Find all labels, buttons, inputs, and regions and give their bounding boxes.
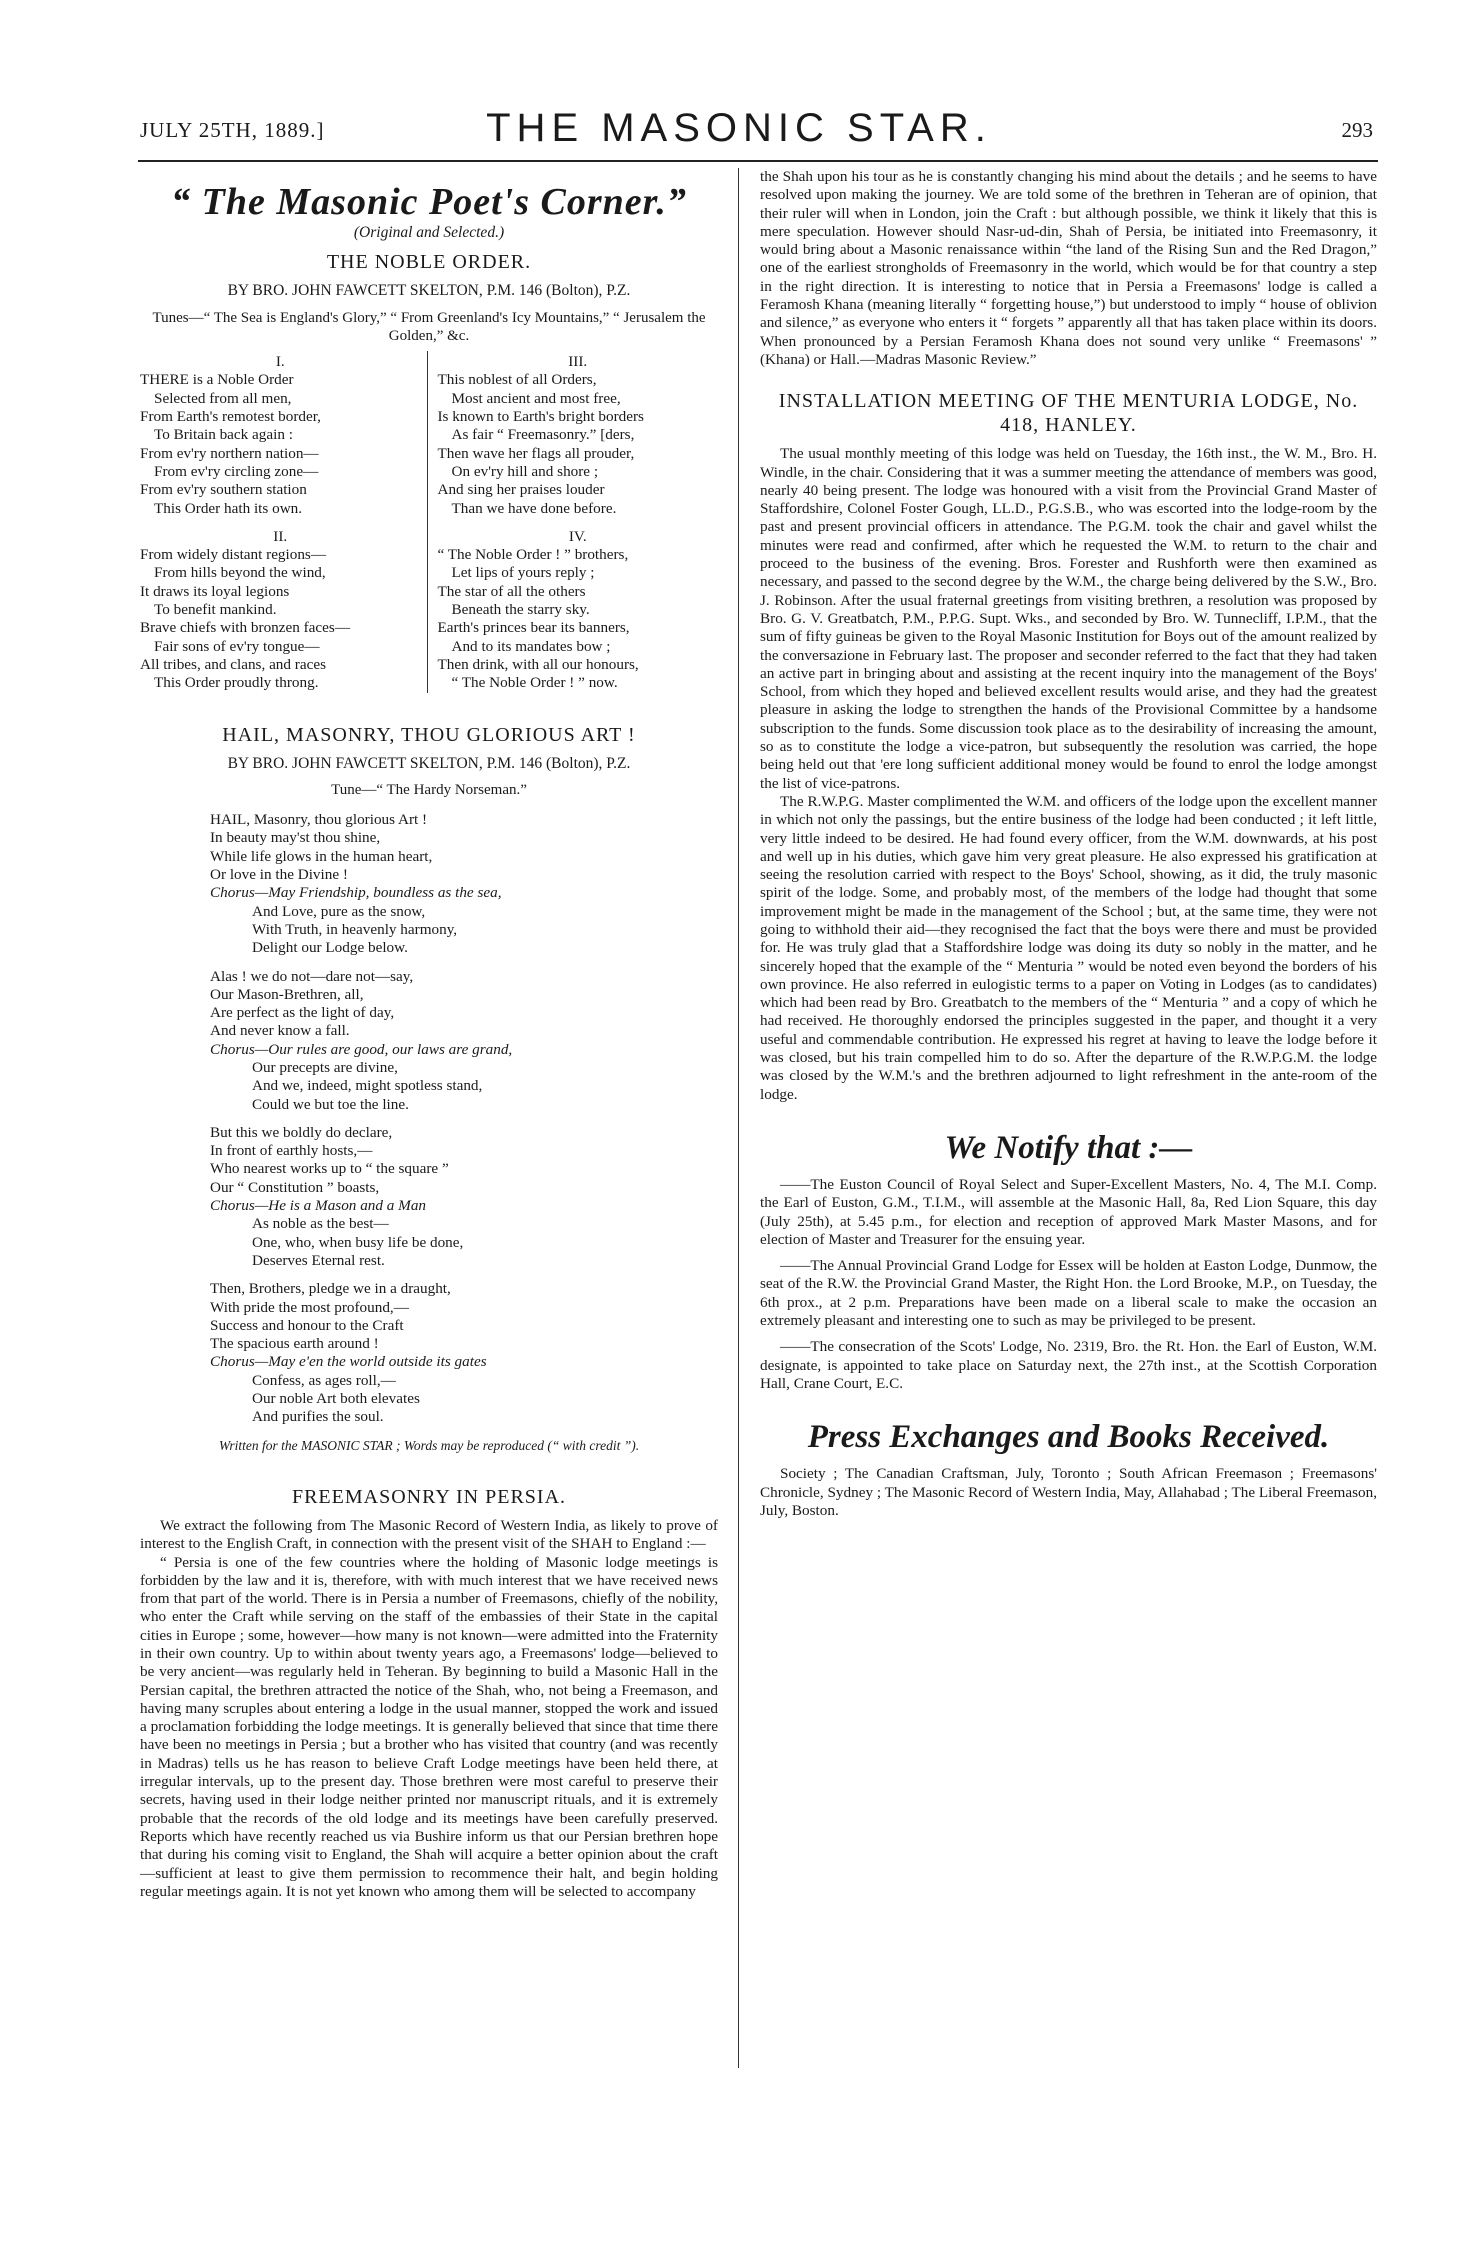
poem-line: From ev'ry southern station (140, 481, 307, 499)
poem-line: And purifies the soul. (252, 1408, 384, 1426)
stanza-number: IV. (568, 527, 587, 545)
poem-line: As fair “ Freemasonry.” [ders, (451, 426, 635, 444)
poem-line: Deserves Eternal rest. (252, 1251, 385, 1269)
poem2-title: HAIL, MASONRY, THOU GLORIOUS ART ! (222, 723, 636, 746)
poem-line: In beauty may'st thou shine, (210, 829, 381, 847)
masthead-title: THE MASONIC STAR. (486, 106, 992, 150)
poem-line: To benefit mankind. (154, 601, 277, 619)
poem-line: Our Mason-Brethren, all, (210, 985, 364, 1003)
poem1-byline: BY BRO. JOHN FAWCETT SKELTON, P.M. 146 (Bolton), P.Z. (227, 282, 631, 300)
poem2-body (210, 811, 718, 1427)
poem-line: While life glows in the human heart, (210, 847, 433, 865)
poem-line: Alas ! we do not—dare not—say, (210, 967, 414, 985)
poem-line: Let lips of yours reply ; (451, 564, 595, 582)
poem-line: With Truth, in heavenly harmony, (252, 920, 458, 938)
poem-line: From widely distant regions— (140, 546, 327, 564)
exchanges-list: Society ; The Canadian Craftsman, July, Toronto ; South African Freemason ; Freemasons' Chronicle, Sydney ; The Masonic Record of Western India, May, Allahabad ; The Liberal Freemason, July, Boston. (760, 1465, 1377, 1519)
poem-chorus-line: Chorus—May e'en the world outside its gates (210, 1353, 487, 1371)
poem2-stanza (210, 1280, 718, 1426)
poem-line: In front of earthly hosts,— (210, 1142, 373, 1160)
poem-line: And to its mandates bow ; (451, 637, 611, 655)
poem-line: This Order proudly throng. (154, 674, 319, 692)
page-number: 293 (1341, 118, 1373, 142)
poem1-title: THE NOBLE ORDER. (326, 251, 532, 274)
poem1-tunes: Tunes—“ The Sea is England's Glory,” “ From Greenland's Icy Mountains,” “ Jerusalem the Golden,” &c. (152, 309, 706, 344)
poem2-byline: BY BRO. JOHN FAWCETT SKELTON, P.M. 146 (Bolton), P.Z. (227, 754, 631, 772)
poem2-tune: Tune—“ The Hardy Norseman.” (331, 781, 527, 798)
poem-line: Brave chiefs with bronzen faces— (140, 619, 351, 637)
notice-essex-grand-lodge: ——The Annual Provincial Grand Lodge for Essex will be holden at Easton Lodge, Dunmow, the seat of the R.W. the Provincial Grand Master, the Right Hon. the Lord Brooke, M.P., on Tuesday, the 6th prox., at 2 p.m. Preparations have been made on a liberal scale to make the occasion an extremely pleasant and interesting one to such as may be privileged to be present. (760, 1257, 1377, 1330)
poem-line: The star of all the others (437, 582, 586, 600)
issue-date: JULY 25TH, 1889.] (140, 118, 325, 142)
header-rule (138, 160, 1378, 162)
poem-line: From hills beyond the wind, (154, 564, 326, 582)
poem-line: Then drink, with all our honours, (437, 655, 639, 673)
poem-line: And sing her praises louder (437, 481, 605, 499)
poem-line: Our precepts are divine, (252, 1058, 398, 1076)
poem2-stanza (210, 811, 718, 957)
poem2-stanza (210, 968, 718, 1114)
poem-line: And we, indeed, might spotless stand, (252, 1077, 483, 1095)
poem-line: Or love in the Divine ! (210, 866, 348, 884)
right-column (760, 168, 1377, 1520)
persia-body: “ Persia is one of the few countries where the holding of Masonic lodge meetings is forbidden by the law and it is, therefore, with with much interest that we have received news from that part of the world. There is in Persia a number of Freemasons, chiefly of the nobility, who enter the Craft while serving on the staff of the embassies of their State in the capital cities in Europe ; some, however—how many is not known—were admitted into the Fraternity in their own country. Up to within about twenty years ago, a Freemasons' lodge—believed to be very ancient—was regularly held in Teheran. By beginning to build a Masonic Hall in the Persian capital, the brethren attracted the notice of the Shah, who, not being a Freemason, and having many scruples about entering a lodge in the usual manner, stopped the work and issued a proclamation forbidding the lodge meetings. It is generally believed that since that time there have been no meetings in Persia ; but a brother who has visited that country (and was recently in Madras) tells us he has reason to believe Craft Lodge meetings have been held there, at irregular intervals, up to the present day. Those brethren were most careful to preserve their secrets, having used in their lodge neither printed nor manuscript rituals, and it is extremely probable that the records of the old lodge and its meetings have been carefully preserved. Reports which have recently reached us via Bushire inform us that our Persian brethren hope that during his coming visit to England, the Shah will acquire a better opinion about the craft—sufficient at least to give them permission to recommence their halt, and begin holding regular meetings again. It is not yet known who among them will be selected to accompany (140, 1553, 718, 1900)
left-column (140, 168, 718, 1901)
poem-line: Our “ Constitution ” boasts, (210, 1178, 380, 1196)
stanza-number: III. (568, 353, 588, 371)
poem-line: Than we have done before. (451, 499, 617, 517)
notice-euston-council: ——The Euston Council of Royal Select and Super-Excellent Masters, No. 4, The M.I. Comp. the Earl of Euston, G.M., T.I.M., will assemble at the Masonic Hall, 8a, Red Lion Square, this day (July 25th), at 5.45 p.m., for election and reception of approved Mark Master Masons, and for election of Master and Treasurer for the ensuing year. (760, 1175, 1377, 1248)
exchanges-heading: Press Exchanges and Books Received. (807, 1419, 1330, 1456)
poem-line: But this we boldly do declare, (210, 1123, 393, 1141)
poem-line: Our noble Art both elevates (252, 1390, 420, 1408)
notify-heading: We Notify that :— (944, 1129, 1193, 1166)
mentuira-para-1: The usual monthly meeting of this lodge was held on Tuesday, the 16th inst., the W. M., Bro. H. Windle, in the chair. Considering that it was a summer meeting the attendance of members was good, nearly 40 being present. The lodge was honoured with a visit from the Provincial Grand Master of Staffordshire, Colonel Foster Gough, LL.D., P.G.S.B., who was escorted into the lodge-room by the past and present provincial officers in attendance. The P.G.M. took the chair and gavel whilst the minutes were read and confirmed, after which he requested the W.M. to return to the chair and proceed to the business of the evening. Bros. Forester and Rushforth were then examined as necessary, and passed to the second degree by the W.M., the charge being delivered by the S.W., Bro. J. Robinson. After the usual fraternal greetings from visiting brethren, a resolution was proposed by Bro. G. V. Greatbatch, P.M., P.P.G. Supt. Wks., and seconded by Bro. W. Tunnecliff, I.P.M., that the sum of fifty guineas be given to the Royal Masonic Institution for Boys out of the amount realized by the conversazione in February last. The proposer and seconder referred to the fact that they had taken an active part in bringing about and assisting at the recent inquiry into the management of the Boys' School, from which they hoped and believed excellent results would arise, and they had the greatest pleasure in asking the lodge to strengthen the hands of the Provisional Committee by a handsome subscription to the funds. Some discussion took place as to the desirability of increasing the amount, so as to constitute the lodge a vice-patron, but subsequently the resolution was carried, the hope being held out that 'ere long sufficient additional money would be found to enrol the lodge amongst the list of vice-patrons. (760, 445, 1377, 792)
poem-line: With pride the most profound,— (210, 1298, 409, 1316)
poem-line: The spacious earth around ! (210, 1335, 379, 1353)
poem-line: “ The Noble Order ! ” brothers, (437, 546, 629, 564)
poem-line: Success and honour to the Craft (210, 1316, 404, 1334)
poem-chorus-line: Chorus—Our rules are good, our laws are grand, (210, 1040, 513, 1058)
notice-scots-lodge: ——The consecration of the Scots' Lodge, No. 2319, Bro. the Rt. Hon. the Earl of Euston, W.M. designate, is appointed to take place on Saturday next, the 27th inst., at the Scottish Corporation Hall, Crane Court, E.C. (760, 1338, 1377, 1392)
poem-line: Confess, as ages roll,— (252, 1371, 396, 1389)
poem-line: On ev'ry hill and shore ; (451, 462, 599, 480)
poem-line: Earth's princes bear its banners, (437, 619, 630, 637)
poem-line: From Earth's remotest border, (140, 408, 321, 426)
stanza-number: I. (275, 353, 285, 371)
poem2-credit: Written for the MASONIC STAR ; Words may be reproduced (“ with credit ”). (218, 1437, 640, 1453)
poem-line: From ev'ry northern nation— (140, 444, 319, 462)
poem-line: Are perfect as the light of day, (210, 1004, 395, 1022)
poem-line: It draws its loyal legions (140, 582, 290, 600)
poem-line: Delight our Lodge below. (252, 939, 408, 957)
poem-line: Is known to Earth's bright borders (437, 408, 644, 426)
mentuira-title: INSTALLATION MEETING OF THE MENTURIA LODGE, No. 418, HANLEY. (778, 390, 1359, 437)
poem-line: “ The Noble Order ! ” now. (451, 674, 618, 692)
poem-line: One, who, when busy life be done, (252, 1233, 464, 1251)
poem-chorus-line: Chorus—May Friendship, boundless as the sea, (210, 884, 502, 902)
mentuira-para-2: The R.W.P.G. Master complimented the W.M. and officers of the lodge upon the excellent manner in which not only the passings, but the entire business of the lodge had been conducted ; it left little, very little indeed to be desired. He had found every officer, from the W.M. downwards, at his post and well up in his duties, which gave him very great pleasure. He also expressed his gratification at seeing the resolution carried with respect to the Boys' School, showing, as it did, the truly masonic spirit of the lodge. Some, and probably most, of the members of the lodge had thought that some improvement might be made in the management of the School ; but, at the same time, they were not going to withhold their aid—they recognised the fact that the boys were there and must be provided for. He was truly glad that a Staffordshire lodge was doing its duty so nobly in the matter, and he sincerely hoped that the example of the “ Menturia ” would be noted even beyond the borders of his own province. He also referred in eulogistic terms to a paper on Voting in Lodges (as to candidates) which had been read by Bro. Greatbatch to the members of the “ Menturia ” and a copy of which he had received. He thoroughly endorsed the principles suggested in the paper, and thought it a very useful and commendable contribution. He expressed his regret at having to leave the lodge before it was closed, but his train compelled him to do so. After the departure of the R.W.P.G.M. the lodge was closed by the W.M.'s and the brethren adjourned to light refreshment in the ante-room of the lodge. (760, 792, 1377, 1103)
poem-line: To Britain back again : (154, 426, 293, 444)
poem-line: Fair sons of ev'ry tongue— (154, 637, 320, 655)
poets-corner-subheading: (Original and Selected.) (353, 224, 505, 241)
poem-line: All tribes, and clans, and races (140, 655, 326, 673)
poem-line: And never know a fall. (210, 1022, 350, 1040)
poem-line: Who nearest works up to “ the square ” (210, 1160, 449, 1178)
poem1-stanzas (140, 351, 718, 692)
poem-line: HAIL, Masonry, thou glorious Art ! (210, 811, 428, 829)
poem-line: From ev'ry circling zone— (154, 462, 319, 480)
column-divider (738, 168, 739, 2068)
persia-intro: We extract the following from The Masonic Record of Western India, as likely to prove of interest to the English Craft, in connection with the present visit of the SHAH to England :— (140, 1516, 718, 1553)
poem2-stanza (210, 1124, 718, 1270)
poem-line: Most ancient and most free, (451, 389, 621, 407)
poem-line: As noble as the best— (252, 1215, 389, 1233)
poem-line: Could we but toe the line. (252, 1095, 409, 1113)
stanza-number: II. (273, 527, 288, 545)
poem-line: Then wave her flags all prouder, (437, 444, 635, 462)
poem-chorus-line: Chorus—He is a Mason and a Man (210, 1197, 427, 1215)
poem-line: THERE is a Noble Order (140, 371, 294, 389)
poem-line: Beneath the starry sky. (451, 601, 590, 619)
poets-corner-heading: “ The Masonic Poet's Corner.” (171, 181, 687, 223)
poem-line: This Order hath its own. (154, 499, 303, 517)
poem-line: This noblest of all Orders, (437, 371, 597, 389)
persia-continued: the Shah upon his tour as he is constantly changing his mind about the details ; and he seems to have resolved upon making the journey. We are told some of the brethren in Teheran are of opinion, that their ruler will when in London, join the Craft : but although possible, we think it likely that this is mere speculation. However should Nasr-ud-din, Shah of Persia, be initiated into Freemasonry, it would bring about a Masonic renaissance within “the land of the Rising Sun and the Red Dragon,” one of the earliest strongholds of Freemasonry in the world, which would be for that country a step in the right direction. It is interesting to notice that in Persia a Freemasons' lodge is called a Feramosh Khana (meaning literally “ forgetting house,”) but understood to imply “ house of oblivion and silence,” as everyone who enters it “ forgets ” apparently all that has taken place within its doors. When pronounced by a Persian Feramosh Khana does not sound very unlike “ Freemasons' ” (Khana) or Hall.—Madras Masonic Review.” (760, 168, 1377, 368)
persia-title: FREEMASONRY IN PERSIA. (291, 1485, 567, 1508)
poem-line: And Love, pure as the snow, (252, 902, 426, 920)
poem-line: Selected from all men, (154, 389, 292, 407)
poem-line: Then, Brothers, pledge we in a draught, (210, 1280, 451, 1298)
